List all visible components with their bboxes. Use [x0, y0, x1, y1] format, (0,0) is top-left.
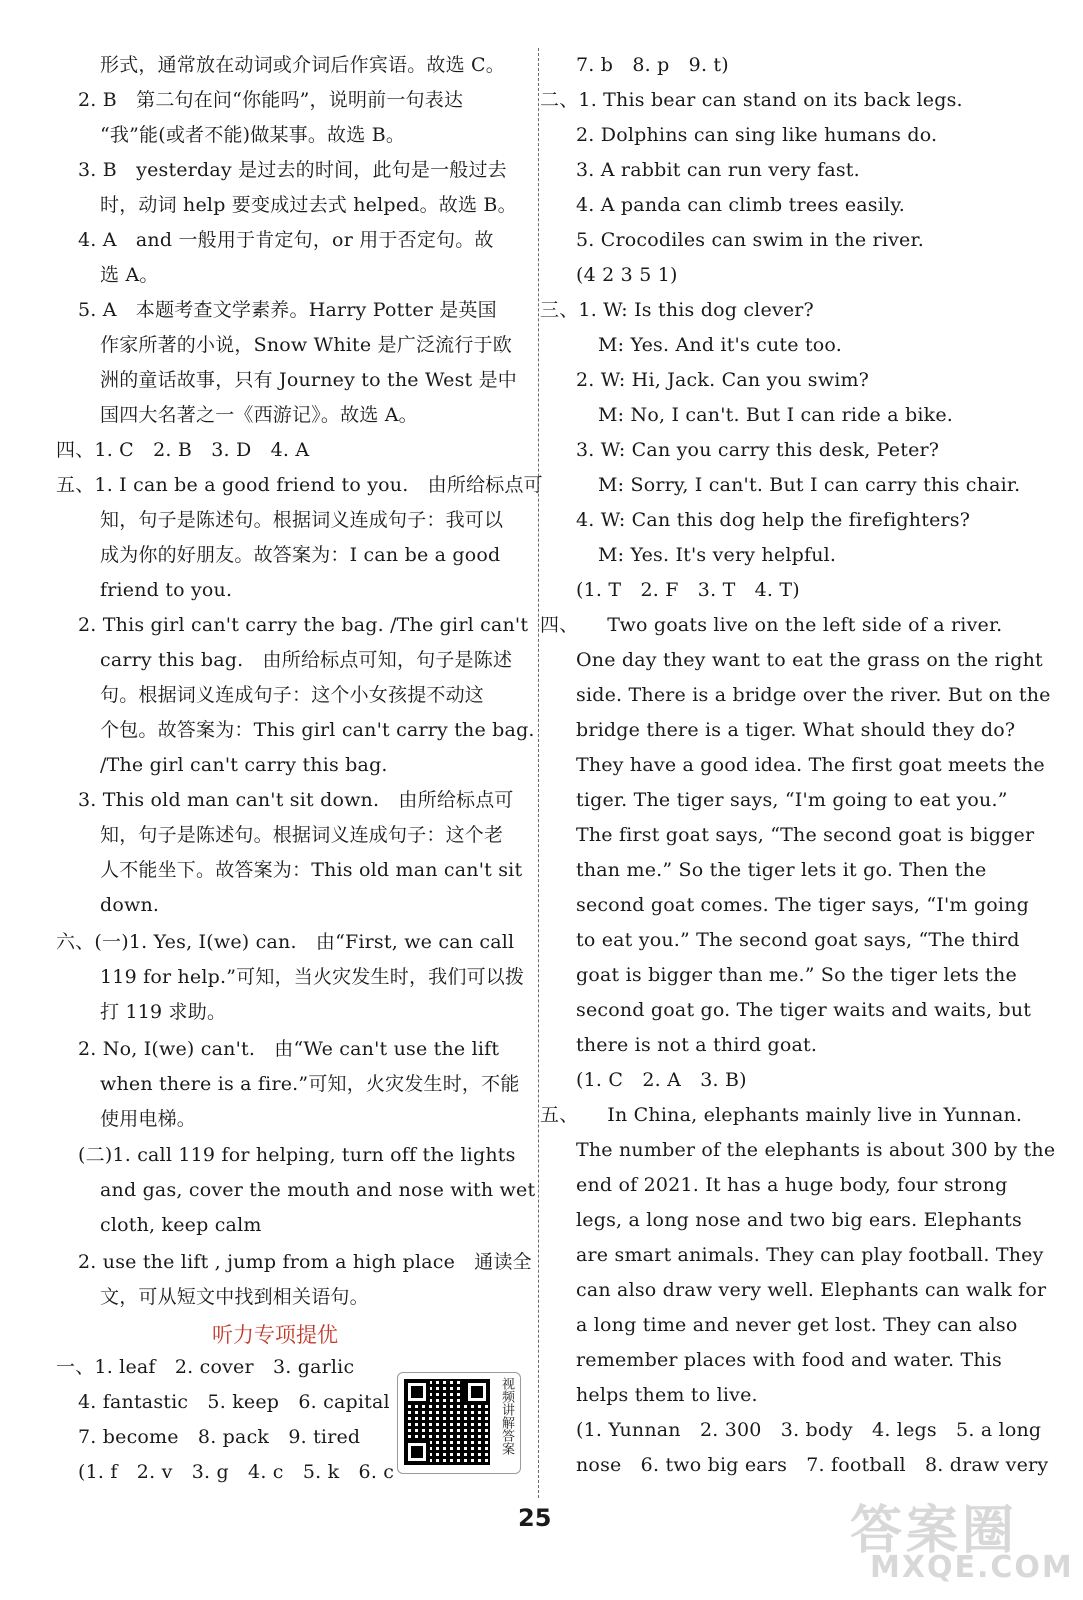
- left-text-line: 个包。故答案为：This girl can't carry the bag.: [100, 719, 535, 741]
- right-text-line: to eat you.” The second goat says, “The third: [576, 929, 1020, 951]
- watermark-site: MXQE.COM: [870, 1550, 1074, 1585]
- left-text-line: cloth, keep calm: [100, 1214, 262, 1236]
- right-text-line: The first goat says, “The second goat is bigger: [576, 824, 1035, 846]
- right-text-line: remember places with food and water. This: [576, 1349, 1002, 1371]
- watermark-logo: [840, 1488, 1074, 1593]
- left-text-line: when there is a fire.”可知，火灾发生时，不能: [100, 1073, 520, 1095]
- watermark-logo-text: 答案圈: [850, 1501, 1019, 1561]
- left-text-line: 2. B 第二句在问“你能吗”，说明前一句表达: [78, 89, 464, 111]
- left-text-line: 3. B yesterday 是过去的时间，此句是一般过去: [78, 159, 507, 181]
- left-text-line: down.: [100, 894, 160, 916]
- left-text-line: 形式，通常放在动词或介词后作宾语。故选 C。: [100, 54, 505, 76]
- right-text-line: One day they want to eat the grass on the right: [576, 649, 1043, 671]
- right-text-line: (1. C 2. A 3. B): [576, 1069, 747, 1091]
- left-text-line: (1. f 2. v 3. g 4. c 5. k 6. c: [78, 1461, 395, 1483]
- right-text-line: 7. b 8. p 9. t): [576, 54, 729, 76]
- qr-caption: 视频讲解答案: [499, 1377, 514, 1455]
- right-text-line: nose 6. two big ears 7. football 8. draw very: [576, 1454, 1049, 1476]
- qr-code-icon: [404, 1379, 490, 1465]
- left-text-line: 句。根据词义连成句子：这个小女孩提不动这: [100, 684, 485, 706]
- left-text-line: (二)1. call 119 for helping, turn off the lights: [78, 1144, 516, 1166]
- left-text-line: 119 for help.”可知，当火灾发生时，我们可以拨: [100, 966, 525, 988]
- left-text-line: and gas, cover the mouth and nose with wet: [100, 1179, 536, 1201]
- right-text-line: 四、 Two goats live on the left side of a river.: [540, 614, 1003, 636]
- right-text-line: (1. T 2. F 3. T 4. T): [576, 579, 800, 601]
- right-text-line: 五、 In China, elephants mainly live in Yunnan.: [540, 1104, 1023, 1126]
- right-text-line: M: Yes. It's very helpful.: [598, 544, 837, 566]
- right-text-line: M: No, I can't. But I can ride a bike.: [598, 404, 953, 426]
- left-text-line: 知，句子是陈述句。根据词义连成句子：我可以: [100, 509, 504, 531]
- right-text-line: legs, a long nose and two big ears. Elephants: [576, 1209, 1022, 1231]
- left-text-line: 洲的童话故事，只有 Journey to the West 是中: [100, 369, 517, 391]
- left-text-line: 六、(一)1. Yes, I(we) can. 由“First, we can call: [56, 931, 515, 953]
- left-text-line: 2. use the lift , jump from a high place 通读全: [78, 1251, 532, 1273]
- left-text-line: 知，句子是陈述句。根据词义连成句子：这个老: [100, 824, 504, 846]
- left-text-line: 成为你的好朋友。故答案为：I can be a good: [100, 544, 501, 566]
- right-text-line: 3. W: Can you carry this desk, Peter?: [576, 439, 940, 461]
- left-text-line: 3. This old man can't sit down. 由所给标点可: [78, 789, 514, 811]
- right-text-line: 4. A panda can climb trees easily.: [576, 194, 905, 216]
- left-text-line: 7. become 8. pack 9. tired: [78, 1426, 361, 1448]
- section-heading: 听力专项提优: [212, 1323, 338, 1347]
- right-text-line: 5. Crocodiles can swim in the river.: [576, 229, 924, 251]
- right-text-line: (4 2 3 5 1): [576, 264, 678, 286]
- left-text-line: 四、1. C 2. B 3. D 4. A: [56, 439, 310, 461]
- left-text-line: 选 A。: [100, 264, 159, 286]
- right-text-line: can also draw very well. Elephants can walk for: [576, 1279, 1047, 1301]
- left-text-line: 2. No, I(we) can't. 由“We can't use the lift: [78, 1038, 500, 1060]
- right-text-line: (1. Yunnan 2. 300 3. body 4. legs 5. a long: [576, 1419, 1042, 1441]
- left-text-line: 文，可从短文中找到相关语句。: [100, 1286, 369, 1308]
- right-text-line: 2. W: Hi, Jack. Can you swim?: [576, 369, 870, 391]
- left-text-line: 4. A and 一般用于肯定句，or 用于否定句。故: [78, 229, 494, 251]
- right-text-line: than me.” So the tiger lets it go. Then the: [576, 859, 987, 881]
- left-text-line: carry this bag. 由所给标点可知，句子是陈述: [100, 649, 513, 671]
- right-text-line: They have a good idea. The first goat meets the: [576, 754, 1045, 776]
- right-text-line: M: Yes. And it's cute too.: [598, 334, 842, 356]
- left-text-line: “我”能(或者不能)做某事。故选 B。: [100, 124, 406, 146]
- right-text-line: side. There is a bridge over the river. But on the: [576, 684, 1051, 706]
- right-text-line: helps them to live.: [576, 1384, 758, 1406]
- left-text-line: 一、1. leaf 2. cover 3. garlic: [56, 1356, 355, 1378]
- right-text-line: are smart animals. They can play football. They: [576, 1244, 1044, 1266]
- right-text-line: tiger. The tiger says, “I'm going to eat you.”: [576, 789, 1008, 811]
- left-text-line: 作家所著的小说，Snow White 是广泛流行于欧: [100, 334, 512, 356]
- right-text-line: The number of the elephants is about 300 by the: [576, 1139, 1056, 1161]
- left-text-line: 人不能坐下。故答案为：This old man can't sit: [100, 859, 523, 881]
- left-text-line: 五、1. I can be a good friend to you. 由所给标点可: [56, 474, 543, 496]
- right-text-line: 4. W: Can this dog help the firefighters?: [576, 509, 971, 531]
- left-text-line: 4. fantastic 5. keep 6. capital: [78, 1391, 390, 1413]
- right-text-line: there is not a third goat.: [576, 1034, 818, 1056]
- left-text-line: 时，动词 help 要变成过去式 helped。故选 B。: [100, 194, 517, 216]
- left-text-line: 国四大名著之一《西游记》。故选 A。: [100, 404, 418, 426]
- right-text-line: second goat comes. The tiger says, “I'm going: [576, 894, 1029, 916]
- qr-code-box[interactable]: [397, 1372, 521, 1474]
- right-text-line: bridge there is a tiger. What should they do?: [576, 719, 1016, 741]
- right-text-line: end of 2021. It has a huge body, four strong: [576, 1174, 1008, 1196]
- right-text-line: 3. A rabbit can run very fast.: [576, 159, 860, 181]
- right-text-line: 2. Dolphins can sing like humans do.: [576, 124, 938, 146]
- right-text-line: second goat go. The tiger waits and waits, but: [576, 999, 1032, 1021]
- right-text-line: goat is bigger than me.” So the tiger lets the: [576, 964, 1017, 986]
- right-text-line: 三、1. W: Is this dog clever?: [540, 299, 814, 321]
- left-text-line: 2. This girl can't carry the bag. /The girl can't: [78, 614, 529, 636]
- page-number: 25: [518, 1504, 552, 1532]
- left-text-line: 5. A 本题考查文学素养。Harry Potter 是英国: [78, 299, 497, 321]
- right-text-line: 二、1. This bear can stand on its back legs.: [540, 89, 963, 111]
- right-text-line: a long time and never get lost. They can also: [576, 1314, 1018, 1336]
- left-text-line: friend to you.: [100, 579, 233, 601]
- column-divider: [538, 48, 540, 1498]
- left-text-line: 使用电梯。: [100, 1108, 197, 1130]
- left-text-line: /The girl can't carry this bag.: [100, 754, 388, 776]
- left-text-line: 打 119 求助。: [100, 1001, 227, 1023]
- right-text-line: M: Sorry, I can't. But I can carry this chair.: [598, 474, 1021, 496]
